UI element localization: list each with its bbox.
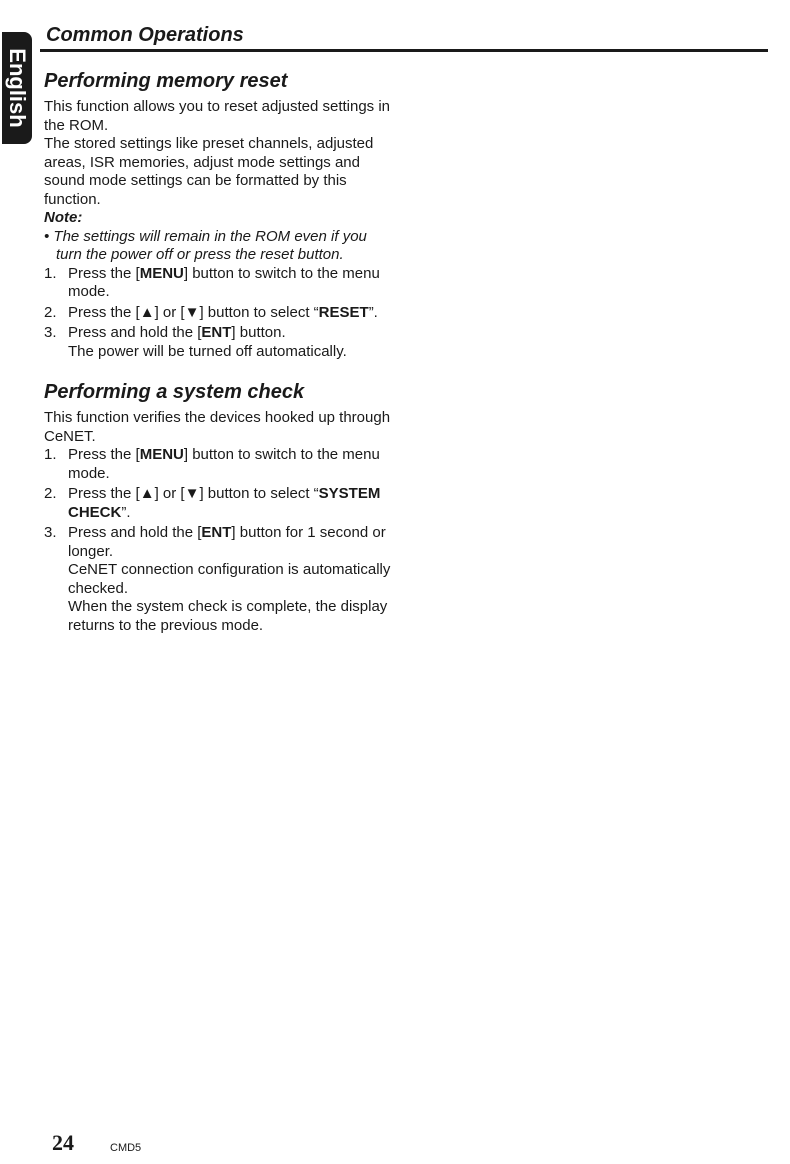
step-key: ENT — [201, 324, 232, 341]
step-text: ] button to select “ — [199, 303, 319, 321]
step-key: MENU — [139, 446, 184, 463]
step-text: Press the [ — [68, 264, 140, 282]
step-item — [44, 265, 394, 302]
step-text: Press the [ — [68, 485, 140, 502]
language-tab-label: English — [5, 48, 30, 128]
step-text: ] button. — [231, 324, 286, 341]
step-text: ] button to switch to the menu mode. — [68, 446, 380, 482]
paragraph: This function verifies the devices hooked up through CeNET. — [44, 409, 391, 445]
section-heading-system-check: Performing a system check — [44, 381, 305, 403]
step-text: Press and hold the [ — [68, 524, 202, 541]
step-number: 2. — [44, 485, 57, 502]
main-content — [44, 68, 394, 637]
step-subtext: The power will be turned off automatically. — [68, 342, 347, 360]
note-text: The settings will remain in the ROM even if you turn the power off or press the reset button. — [53, 227, 367, 263]
paragraph: The stored settings like preset channels, adjusted areas, ISR memories, adjust mode settings and sound mode settings can be formatted by this function. — [44, 135, 374, 208]
step-text: ] or [ — [154, 303, 185, 321]
step-text: Press the [ — [68, 303, 140, 321]
step-key: SYSTEM CHECK — [68, 485, 381, 521]
language-tab — [2, 32, 32, 144]
step-key: RESET — [318, 303, 369, 321]
step-number: 3. — [44, 524, 57, 541]
step-number: 1. — [44, 446, 57, 463]
down-arrow-icon: ▼ — [184, 303, 200, 321]
step-text: ”. — [368, 303, 378, 321]
up-arrow-icon: ▲ — [139, 303, 155, 321]
step-text: Press the [ — [68, 446, 140, 463]
step-text: ] or [ — [154, 485, 185, 502]
step-item — [44, 446, 394, 483]
step-text: ] button for 1 second or longer. — [68, 524, 386, 560]
step-item — [44, 324, 394, 361]
step-text: Press and hold the [ — [68, 324, 202, 341]
note-item: • The settings will remain in the ROM even if you turn the power off or press the reset button. — [44, 227, 367, 263]
step-subtext: CeNET connection configuration is automatically checked. — [68, 561, 391, 597]
note-label: Note: — [44, 209, 83, 226]
model-code: CMD5 — [110, 1142, 142, 1154]
step-item — [44, 304, 394, 323]
page-number: 24 — [52, 1130, 74, 1155]
step-key: MENU — [139, 264, 184, 282]
system-check-steps-list — [44, 446, 394, 635]
step-item — [44, 524, 394, 635]
title-divider — [40, 49, 768, 52]
step-subtext: When the system check is complete, the display returns to the previous mode. — [68, 598, 388, 634]
step-number: 1. — [44, 264, 57, 282]
step-text: ] button to select “ — [199, 485, 319, 502]
step-text: ”. — [121, 503, 131, 521]
step-key: ENT — [201, 524, 232, 541]
reset-steps-list — [44, 265, 394, 362]
step-number: 2. — [44, 303, 57, 321]
section-heading-memory-reset: Performing memory reset — [44, 70, 288, 92]
page-title: Common Operations — [46, 24, 244, 46]
paragraph: This function allows you to reset adjusted settings in the ROM. — [44, 98, 391, 134]
up-arrow-icon: ▲ — [139, 485, 155, 502]
step-text: ] button to switch to the menu mode. — [68, 264, 380, 300]
step-item — [44, 485, 394, 522]
down-arrow-icon: ▼ — [184, 485, 200, 502]
step-number: 3. — [44, 324, 57, 341]
